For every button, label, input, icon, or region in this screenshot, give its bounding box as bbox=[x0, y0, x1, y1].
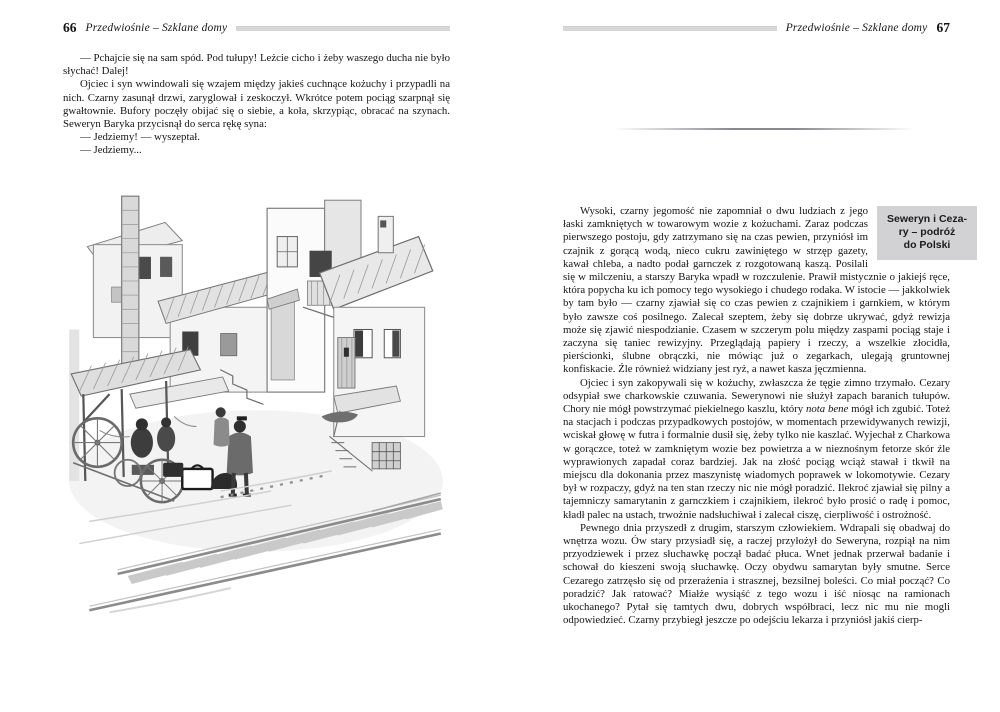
left-page-header bbox=[63, 20, 450, 36]
left-page-number: 66 bbox=[63, 20, 77, 35]
paragraph bbox=[63, 52, 450, 78]
paragraph bbox=[63, 131, 450, 144]
text-segment: Ojciec i syn wwindowali się wzajem między jakieś cuchnące kożuchy i przypadli na nich. Czarny zasunął drzwi, zaryglował i zeskoczył. Wkrótce potem pociąg szarpnął się gwałtownie. Bufory poczęły obijać się o siebie, a koła, skrzypiąc, obracać na szynach. Seweryn Baryka przycisnął do serca rękę syna: bbox=[63, 78, 450, 131]
text-segment: — Jedziemy... bbox=[80, 144, 142, 157]
margin-note-line: Seweryn i Ceza- bbox=[887, 213, 967, 225]
paragraph bbox=[563, 205, 967, 377]
page-66 bbox=[63, 0, 450, 712]
left-page-text bbox=[63, 52, 450, 158]
text-segment: Ojciec i syn zakopywali się w kożuchy, zwłaszcza że tęgie zimno trzymało. Cezary odsypiał swe charkowskie czuwania. Sewerynowi nie służył zapach baranich tułupów. Chory nie mógł powstrzymać piekielnego kaszlu, który bbox=[563, 376, 950, 416]
section-divider bbox=[613, 128, 915, 130]
right-page-text bbox=[563, 205, 967, 628]
text-segment: Pewnego dnia przyszedł z drugim, starszym człowiekiem. Wdrapali się obadwaj do wnętrza wozu. Ów stary przysiadł się, a raczej przyłożył do Seweryna, rozpiął na nim przyodziewek i przez słuchawkę począł badać płuca. Wnet jednak przerwał badanie i schował do kieszeni swoją słuchawkę. Oczy obydwu samarytan były smutne. Serce Cezarego zatrzęsło się od przerażenia i strasznej, bezsilnej boleści. Co miał począć? Co poradzić? Jak ratować? Miałże wysiąść z tego wozu i iść niosąc na ramionach ukochanego? Pytał się tamtych dwu, dobrych współbraci, lecz nic mu nie mogli odpowiedzieć. Czarny przybiegł jeszcze po odejściu lekarza i przyniósł jakiś cierp- bbox=[563, 521, 950, 627]
illustration-sketch bbox=[69, 178, 445, 688]
text-segment: mógł ich zgubić. Toteż na stacjach i podczas przypadkowych postojów, w momentach przewidywanych rewizji, wciskał głowę w futra i formalnie dusił się, żeby tylko nie kaszlać. Wyjechał z Charkowa w gorączce, toteż w zamkniętym wozie bez powietrza a w nieznośnym fetorze skór źle wyprawionych zapadał coraz bardziej. Jak na złość pociąg wciąż stawał i tkwił na miejscu dla dokonania przez maszynistę wiadomych poprawek w lokomotywie. Cezary był w rozpaczy, gdyż na ten stan rzeczy nic nie mógł poradzić. Ilekroć zjawiał się pilny a tajemniczy samarytanin z garnczkiem i czajnikiem, ilekroć było prosić o radę i pomoc, kładł palec na ustach, trwożnie nadsłuchiwał i zalecał ciszę, cierpliwość i ostrożność. bbox=[563, 403, 950, 521]
page-67 bbox=[563, 0, 967, 712]
paragraph bbox=[63, 78, 450, 131]
right-page-number: 67 bbox=[936, 20, 950, 35]
text-segment: — Pchajcie się na sam spód. Pod tułupy! Leżcie cicho i żeby waszego ducha nie było słychać! Dalej! bbox=[63, 52, 450, 78]
margin-note-line: ry – podróż bbox=[898, 226, 956, 238]
right-running-title: Przedwiośnie – Szklane domy bbox=[785, 22, 928, 34]
right-page-header bbox=[563, 20, 950, 36]
right-header-rule bbox=[563, 26, 777, 31]
paragraph bbox=[563, 377, 950, 522]
text-segment: — Jedziemy! — wyszeptał. bbox=[80, 131, 200, 144]
left-header-rule bbox=[236, 26, 450, 31]
paragraph bbox=[563, 522, 950, 628]
text-segment: Wysoki, czarny jegomość nie zapomniał o dwu ludziach z jego łaski zamkniętych w towarowym wozie z kożuchami. Zaraz podczas pierwszego postoju, gdy zatrzymano się na czas pewien, przyniósł im czajnik z gorącą wodą, nieco cukru zawiniętego w strzęp gazety, kawał chleba, a nadto podał garnczek z rozgotowaną kaszą. Posilali się w milczeniu, a starszy Baryka wpadł w rozczulenie. Prawił mistycznie o jakiejś ręce, która popycha ku ich pomocy tego wysokiego i chudego rodaka. W istocie — jakkolwiek by tam było — czarny zjawiał się co czas pewien z czajnikiem i garnkiem, w którym było zawsze coś posilnego. Zalecał szeptem, żeby się dobrze ukrywać, gdyż rewizja może się zjawić niespodzianie. Czasem w szczerym polu między zaspami pociąg staje i zaczyna się taniec rewizyjny. Przeglądają papiery i rzeczy, a wszelkie złocidła, pierścionki, ślubne obrączki, nie mówiąc już o zegarkach, ulegają gruntownej konfiskacie. Źle również widziany jest ryż, a nawet kasza jęczmienna. bbox=[563, 205, 950, 376]
margin-note bbox=[877, 206, 977, 260]
paragraph bbox=[63, 144, 450, 157]
left-running-title: Przedwiośnie – Szklane domy bbox=[85, 22, 228, 34]
margin-note-line: do Polski bbox=[903, 239, 951, 251]
italic-phrase: nota bene bbox=[805, 403, 849, 416]
town-railway-illustration bbox=[69, 178, 445, 688]
